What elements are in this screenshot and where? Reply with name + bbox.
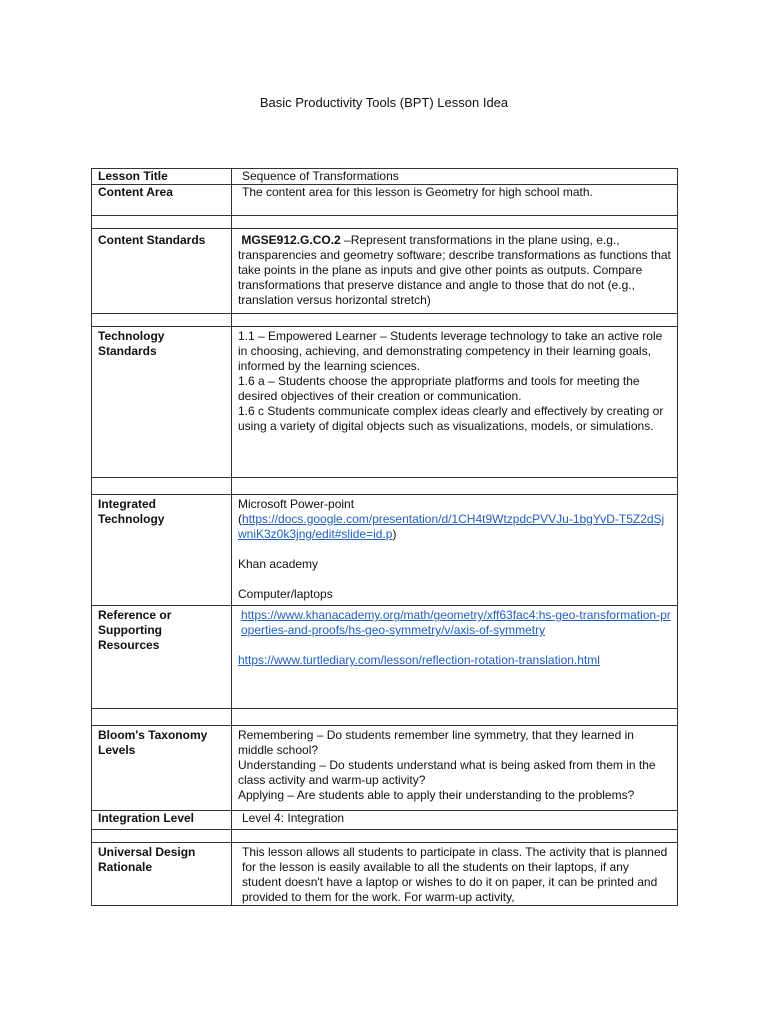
- powerpoint-link[interactable]: https://docs.google.com/presentation/d/1CH4t9WtzpdcPVVJu-1bgYvD-T5Z2dSjwniK3z0k3jng/edit#slide=id.p: [238, 512, 665, 541]
- value-content-area: The content area for this lesson is Geometry for high school math.: [232, 185, 678, 216]
- label-blooms: Bloom's Taxonomy Levels: [92, 726, 232, 811]
- label-reference: Reference or Supporting Resources: [92, 606, 232, 709]
- tech-standard-item: 1.6 a – Students choose the appropriate platforms and tools for meeting the desired objectives of their creation or communication.: [238, 374, 640, 403]
- standard-text: –Represent transformations in the plane using, e.g., transparencies and geometry software; describe transformations as functions that take points in the plane as inputs and give other points as outputs. Compare transformations that preserve distance and angle to those that do not (e.g., translation versus horizontal stretch): [238, 233, 671, 307]
- label-integrated-technology: Integrated Technology: [92, 495, 232, 606]
- table-row-integration-level: [92, 811, 678, 830]
- table-row-spacer: [92, 478, 678, 495]
- value-blooms: [232, 726, 678, 811]
- table-row-technology-standards: [92, 327, 678, 478]
- paren: ): [392, 527, 397, 541]
- table-row-content-area: [92, 185, 678, 216]
- khan-academy-link[interactable]: https://www.khanacademy.org/math/geometry/xff63fac4:hs-geo-transformation-properties-and-proofs/hs-geo-symmetry/v/axis-of-symmetry: [241, 608, 671, 637]
- spacer-cell: [92, 478, 232, 495]
- label-lesson-title: Lesson Title: [92, 169, 232, 185]
- page-title: Basic Productivity Tools (BPT) Lesson Idea: [259, 95, 509, 110]
- standard-code: MGSE912.G.CO.2: [241, 233, 341, 247]
- spacer-cell: [232, 216, 678, 229]
- spacer-cell: [232, 830, 678, 843]
- tech-standard-item: 1.6 c Students communicate complex ideas clearly and effectively by creating or using a variety of digital objects such as visualizations, models, or simulations.: [238, 404, 664, 433]
- table-row-content-standards: [92, 229, 678, 314]
- tool-item: Khan academy: [238, 557, 319, 571]
- value-udl: This lesson allows all students to participate in class. The activity that is planned for the lesson is easily available to all the students on their laptops, if any student doesn't have a laptop or wishes to do it on paper, it can be printed and provided to them for the work. For warm-up activity,: [232, 843, 678, 906]
- spacer-cell: [92, 830, 232, 843]
- table-row-spacer: [92, 216, 678, 229]
- label-udl: Universal Design Rationale: [92, 843, 232, 906]
- label-content-standards: Content Standards: [92, 229, 232, 314]
- tool-item: Computer/laptops: [238, 587, 333, 601]
- turtlediary-link[interactable]: https://www.turtlediary.com/lesson/reflection-rotation-translation.html: [238, 653, 600, 667]
- table-row-reference: [92, 606, 678, 709]
- spacer-cell: [232, 709, 678, 726]
- value-lesson-title: Sequence of Transformations: [232, 169, 678, 185]
- table-row-lesson-title: [92, 169, 678, 185]
- value-integrated-technology: [232, 495, 678, 606]
- spacer-cell: [92, 314, 232, 327]
- value-technology-standards: [232, 327, 678, 478]
- blooms-item: Applying – Are students able to apply their understanding to the problems?: [238, 788, 635, 802]
- value-integration-level: Level 4: Integration: [232, 811, 678, 830]
- lesson-table: [91, 168, 678, 906]
- spacer-cell: [232, 314, 678, 327]
- tech-standard-item: 1.1 – Empowered Learner – Students leverage technology to take an active role in choosing, achieving, and demonstrating competency in their learning goals, informed by the learning sciences.: [238, 329, 663, 373]
- blooms-item: Remembering – Do students remember line symmetry, that they learned in middle school?: [238, 728, 634, 757]
- paren: (: [238, 512, 242, 526]
- label-content-area: Content Area: [92, 185, 232, 216]
- spacer-cell: [92, 709, 232, 726]
- table-row-spacer: [92, 314, 678, 327]
- spacer-cell: [232, 478, 678, 495]
- blooms-item: Understanding – Do students understand what is being asked from them in the class activity and warm-up activity?: [238, 758, 656, 787]
- table-row-udl: [92, 843, 678, 906]
- label-integration-level: Integration Level: [92, 811, 232, 830]
- value-reference: [232, 606, 678, 709]
- tool-link-line: [238, 512, 671, 542]
- label-technology-standards: Technology Standards: [92, 327, 232, 478]
- table-row-blooms: [92, 726, 678, 811]
- table-row-integrated-technology: [92, 495, 678, 606]
- tool-item: Microsoft Power-point: [238, 497, 355, 511]
- spacer-cell: [92, 216, 232, 229]
- value-content-standards: [232, 229, 678, 314]
- table-row-spacer: [92, 830, 678, 843]
- table-row-spacer: [92, 709, 678, 726]
